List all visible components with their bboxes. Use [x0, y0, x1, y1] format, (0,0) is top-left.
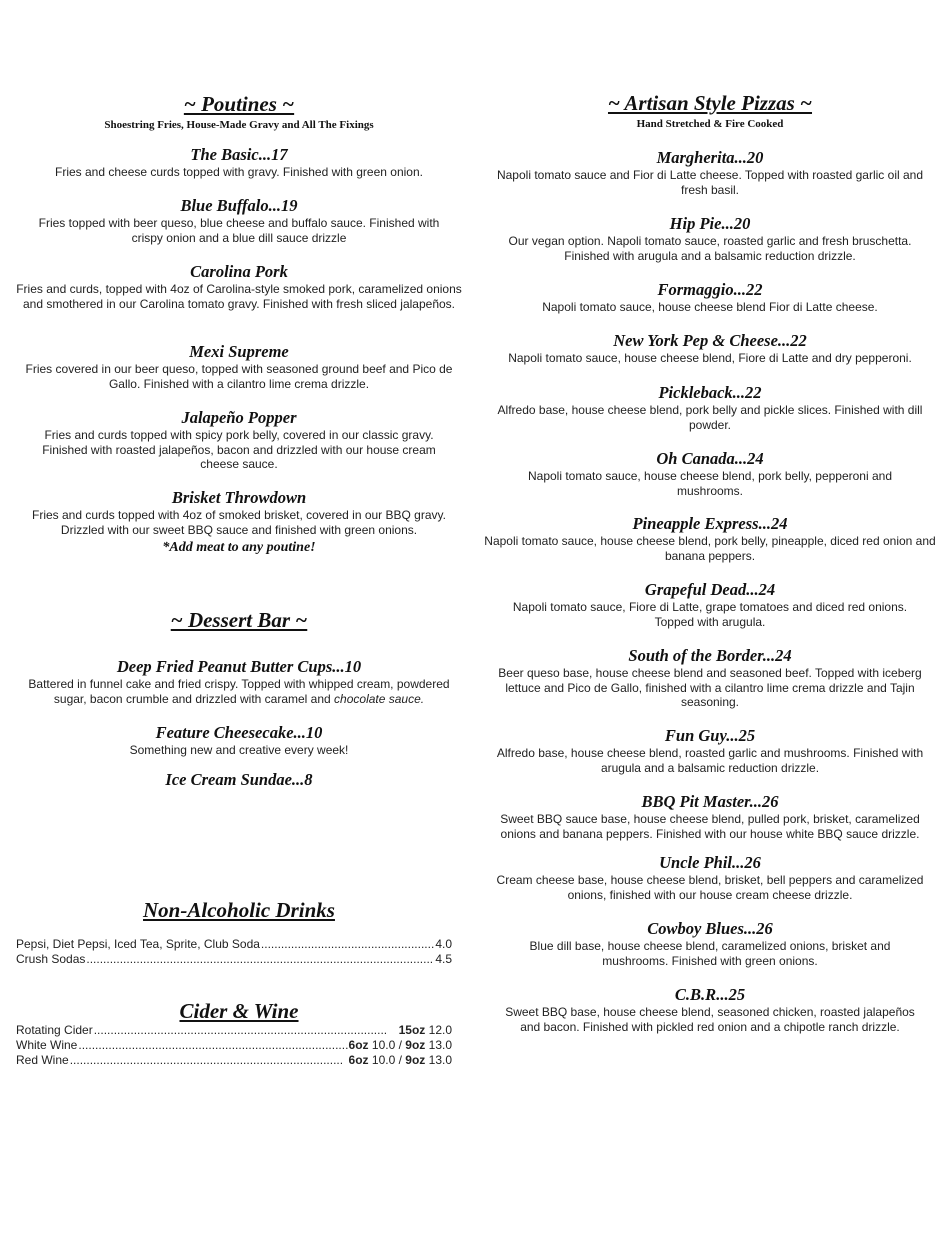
item-name: C.B.R...25 — [674, 985, 746, 1004]
poutines-section — [0, 92, 478, 132]
menu-item — [478, 580, 942, 629]
item-description-text: Battered in funnel cake and fried crispy. Topped with whipped cream, powdered sugar, bacon crumble and drizzled with caramel and — [28, 677, 450, 706]
item-description: Napoli tomato sauce and Fior di Latte cheese. Topped with roasted garlic oil and fresh basil. — [496, 168, 924, 197]
menu-item — [478, 514, 942, 563]
pizzas-title: ~ Artisan Style Pizzas ~ — [607, 91, 813, 115]
item-description: Fries covered in our beer queso, topped with seasoned ground beef and Pico de Gallo. Finished with a cilantro lime crema drizzle. — [25, 362, 453, 391]
item-name: Deep Fried Peanut Butter Cups...10 — [116, 657, 362, 676]
item-description: Cream cheese base, house cheese blend, brisket, bell peppers and caramelized onions, finished with our house cream cheese drizzle. — [496, 873, 924, 902]
pizzas-subtitle: Hand Stretched & Fire Cooked — [636, 118, 784, 130]
menu-item — [478, 148, 942, 197]
size-label: 6oz — [348, 1053, 369, 1067]
poutine-note: *Add meat to any poutine! — [162, 540, 316, 555]
item-description: Sweet BBQ base, house cheese blend, seasoned chicken, roasted jalapeños and bacon. Finished with pickled red onion and a chipotle ranch drizzle. — [505, 1005, 915, 1034]
item-description-italic: chocolate sauce. — [334, 691, 425, 706]
item-name: Ice Cream Sundae...8 — [165, 770, 313, 789]
drink-label: Crush Sodas — [16, 952, 86, 966]
drink-row — [16, 937, 452, 952]
item-description: Napoli tomato sauce, house cheese blend, pork belly, pineapple, diced red onion and banana peppers. — [484, 534, 936, 563]
item-name: Feature Cheesecake...10 — [155, 723, 323, 742]
menu-item — [478, 985, 942, 1034]
menu-item — [0, 657, 478, 706]
menu-item — [478, 214, 942, 263]
item-description: Alfredo base, house cheese blend, pork belly and pickle slices. Finished with dill powder. — [497, 403, 923, 432]
drink-label: Red Wine — [16, 1053, 69, 1067]
item-description: Fries and cheese curds topped with gravy. Finished with green onion. — [55, 165, 423, 179]
item-description: Our vegan option. Napoli tomato sauce, roasted garlic and fresh bruschetta. Finished with arugula and a balsamic reduction drizzle. — [508, 234, 912, 263]
drink-price: 13.0 — [428, 1053, 452, 1067]
item-name: New York Pep & Cheese...22 — [613, 331, 807, 350]
drink-price: 4.0 — [435, 937, 452, 951]
item-name: Pineapple Express...24 — [632, 514, 788, 533]
item-name: BBQ Pit Master...26 — [641, 792, 779, 811]
drink-label: Pepsi, Diet Pepsi, Iced Tea, Sprite, Club Soda — [16, 937, 260, 951]
menu-item — [0, 196, 478, 245]
item-description: Napoli tomato sauce, Fiore di Latte, grape tomatoes and diced red onions. Topped with arugula. — [512, 600, 908, 629]
item-name: Hip Pie...20 — [669, 214, 751, 233]
menu-item — [0, 408, 478, 472]
item-description — [14, 677, 464, 706]
dessert-section — [0, 608, 478, 632]
item-description: Fries topped with beer queso, blue cheese and buffalo sauce. Finished with crispy onion and a blue dill sauce drizzle — [38, 216, 440, 245]
item-name: The Basic...17 — [190, 145, 288, 164]
item-name: Uncle Phil...26 — [659, 853, 761, 872]
drink-row — [16, 1053, 452, 1068]
item-description: Beer queso base, house cheese blend and seasoned beef. Topped with iceberg lettuce and Pico de Gallo, finished with a cilantro lime crema drizzle and Tajin seasoning. — [498, 666, 922, 709]
dessert-title: ~ Dessert Bar ~ — [170, 608, 308, 632]
menu-item — [478, 646, 942, 710]
cider-wine-section — [0, 999, 478, 1023]
item-description: Fries and curds topped with spicy pork belly, covered in our classic gravy. Finished with roasted jalapeños, bacon and drizzled with our house cream cheese sauce. — [42, 428, 436, 471]
cider-wine-title: Cider & Wine — [179, 999, 299, 1023]
item-name: Mexi Supreme — [189, 342, 289, 361]
menu-item — [478, 331, 942, 366]
item-name: Brisket Throwdown — [171, 488, 307, 507]
price-separator: / — [398, 1053, 402, 1067]
item-name: Oh Canada...24 — [656, 449, 764, 468]
dot-leader — [78, 1038, 347, 1053]
menu-item — [0, 342, 478, 391]
item-description: Alfredo base, house cheese blend, roasted garlic and mushrooms. Finished with arugula and a balsamic reduction drizzle. — [496, 746, 924, 775]
drink-label: White Wine — [16, 1038, 78, 1052]
dot-leader — [261, 937, 434, 952]
menu-item — [0, 145, 478, 180]
menu-item — [0, 770, 478, 790]
item-name: South of the Border...24 — [628, 646, 792, 665]
item-name: Blue Buffalo...19 — [180, 196, 298, 215]
poutines-title: ~ Poutines ~ — [183, 92, 295, 116]
item-name: Fun Guy...25 — [664, 726, 756, 745]
drink-row — [16, 1023, 452, 1038]
drink-price: 4.5 — [435, 952, 452, 966]
price-separator: / — [398, 1038, 402, 1052]
menu-item — [478, 853, 942, 902]
size-label: 9oz — [405, 1053, 426, 1067]
item-name: Margherita...20 — [656, 148, 764, 167]
item-name: Cowboy Blues...26 — [647, 919, 773, 938]
dot-leader — [70, 1053, 343, 1068]
item-name: Carolina Pork — [190, 262, 288, 281]
drink-price: 10.0 — [371, 1038, 396, 1052]
item-description: Fries and curds topped with 4oz of smoked brisket, covered in our BBQ gravy. Drizzled with our sweet BBQ sauce and finished with green onions. — [32, 508, 446, 537]
drink-price: 13.0 — [428, 1038, 452, 1052]
drink-label: Rotating Cider — [16, 1023, 93, 1037]
non-alcoholic-section — [0, 898, 478, 922]
menu-item — [478, 792, 942, 841]
menu-item — [478, 919, 942, 968]
menu-item — [0, 723, 478, 758]
menu-item — [478, 449, 942, 498]
item-description: Napoli tomato sauce, house cheese blend, pork belly, pepperoni and mushrooms. — [527, 469, 893, 498]
item-description: Blue dill base, house cheese blend, caramelized onions, brisket and mushrooms. Finished with green onions. — [529, 939, 891, 968]
menu-item — [0, 262, 478, 311]
drink-price: 10.0 — [371, 1053, 396, 1067]
item-name: Jalapeño Popper — [181, 408, 297, 427]
item-name: Formaggio...22 — [657, 280, 763, 299]
non-alcoholic-title: Non-Alcoholic Drinks — [143, 898, 335, 922]
item-description: Napoli tomato sauce, house cheese blend Fior di Latte cheese. — [542, 300, 878, 314]
item-name: Pickleback...22 — [658, 383, 762, 402]
item-description: Fries and curds, topped with 4oz of Carolina-style smoked pork, caramelized onions and smothered in our Carolina tomato gravy. Finished with fresh sliced jalapeños. — [16, 282, 462, 311]
size-label: 15oz — [398, 1023, 426, 1037]
size-label: 9oz — [405, 1038, 426, 1052]
poutines-subtitle: Shoestring Fries, House-Made Gravy and All The Fixings — [104, 119, 374, 131]
menu-item — [478, 383, 942, 432]
drink-price: 12.0 — [428, 1023, 452, 1037]
size-label: 6oz — [348, 1038, 369, 1052]
dot-leader — [86, 952, 434, 967]
menu-item — [0, 488, 478, 557]
menu-item — [478, 726, 942, 775]
drink-row — [16, 1038, 452, 1053]
pizzas-section — [478, 91, 942, 131]
item-description: Something new and creative every week! — [129, 743, 349, 757]
item-description: Sweet BBQ sauce base, house cheese blend, pulled pork, brisket, caramelized onions and banana peppers. Finished with our house white BBQ sauce drizzle. — [500, 812, 920, 841]
item-name: Grapeful Dead...24 — [644, 580, 776, 599]
item-description: Napoli tomato sauce, house cheese blend, Fiore di Latte and dry pepperoni. — [508, 351, 912, 365]
drink-row — [16, 952, 452, 967]
dot-leader — [94, 1023, 387, 1038]
menu-item — [478, 280, 942, 315]
